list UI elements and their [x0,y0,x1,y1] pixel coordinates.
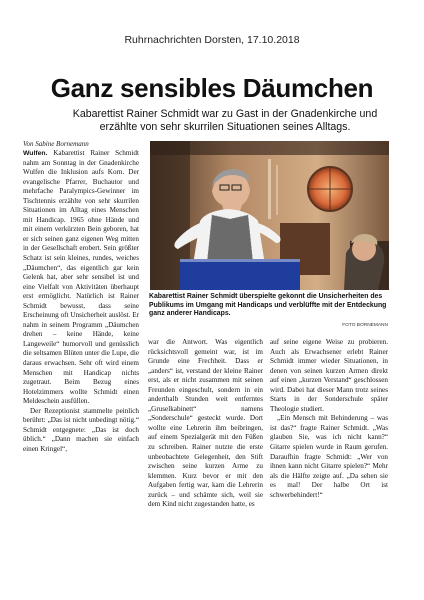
article-byline: Von Sabine Bornemann [23,140,89,148]
article-column-1 [23,149,139,455]
article-paragraph: „Ein Mensch mit Behinderung – was ist das?“ fragte Rainer Schmidt. „Was glauben Sie, was ich nicht kann?“ Gitarre spielen wurde in Raum gerufen. Daraufhin fragte Schmidt: „Wer von ihnen kann nicht Gitarre spielen?“ Mehr als die Hälfte zeigte auf. „Da sehen sie es mal! Der halbe Ort ist schwerbehindert!“ [270,414,388,499]
article-dateline: Wulfen. [23,150,48,157]
article-column-2 [148,338,263,510]
article-photo [150,141,389,290]
article-paragraph: auf seine eigene Weise zu probieren. Auch als Erwachsener erlebt Rainer Schmidt immer wieder Situationen, in denen von seinen kurzen Armen direkt auf einen „kurzen Verstand“ geschlossen wird. Dabei hat dieser Mann trotz seines Starts in der Sonderschule später Theologie studiert. [270,338,388,413]
article-paragraph [23,149,139,407]
article-column-3 [270,338,388,500]
article-paragraph: war die Antwort. Was eigentlich rücksichtsvoll gemeint war, ist im Grunde eine Frechheit. Dass er „anders“ ist, verstand der kleine Rainer erst, als er nicht zusammen mit seinen Freunden eingeschult, sondern in ein anderthalb Stunden weit entferntes „Gruselkabinett“ namens „Sonderschule“ gesteckt wurde. Dort wollte eine Lehrerin ihm beibringen, auf einem Spezialgerät mit den Füßen zu schreiben. Rainer nutzte die erste unbeobachtete Gelegenheit, den Stift zwischen seine kurzen Arme zu klemmen. Kurz bevor er mit den Aufgaben fertig war, kam die Lehrerin zurück – und schämte sich, weil sie dem Kind nicht zugestanden hatte, es [148,338,263,509]
article-headline: Ganz sensibles Däumchen [50,73,374,103]
newspaper-source-line: Ruhrnachrichten Dorsten, 17.10.2018 [124,34,300,46]
photo-caption: Kabarettist Rainer Schmidt überspielte gekonnt die Unsicherheiten des Publikums im Umgang mit Handicaps und verblüffte mit der Entdeckung ganz anderer Handicaps. [149,293,387,317]
article-paragraph-text: Kabarettist Rainer Schmidt nahm am Sonntag in der Gnadenkirche Wulfen die Inklusion aufs Korn. Der evangelische Pfarrer, Buchautor und mehrfache Paralympics-Gewinner im Tischtennis erzählte von sehr skurrilen Situationen im Alltag eines Menschen mit Handicap. 1965 ohne Hände und mit einem verkürzten Bein geboren, hat er sich seinen ganz eigenen Weg mitten in der Gesellschaft erobert. Sein größter Schatz ist sein kleines, rundes, weiches „Däumchen“, das eigentlich gar kein Gelenk hat, aber sehr sensibel ist und eine Vielfalt von Aktivitäten überhaupt erst ermöglicht. Natürlich ist Rainer Schmidt bewusst, dass seine Erscheinung oft Unsicherheit auslöst. Er nahm in seinem Programm „Däumchen drehen – keine Hände, keine Langeweile“ humorvoll und genüsslich die seltsamen Blüten unter die Lupe, die daraus erwachsen. Sehr oft wird einem Menschen mit Handicap nichts zugetraut. Beim Bezug eines Hotelzimmers wollte Schmidt einen Meldeschein ausfüllen. [23,149,139,406]
article-paragraph: Der Rezeptionist stammelte peinlich berührt: „Das ist nicht unbedingt nötig.“ Schmidt entgegnete: „Das ist doch üblich.“ „Dann machen sie einfach einen Kringel“, [23,406,139,453]
article-subtitle: Kabarettist Rainer Schmidt war zu Gast in der Gnadenkirche und erzählte von sehr skurrilen Situationen seines Alltags. [72,108,378,133]
photo-credit: FOTO BORNEMANN [342,323,388,328]
performer-on-stage-image [150,141,389,290]
